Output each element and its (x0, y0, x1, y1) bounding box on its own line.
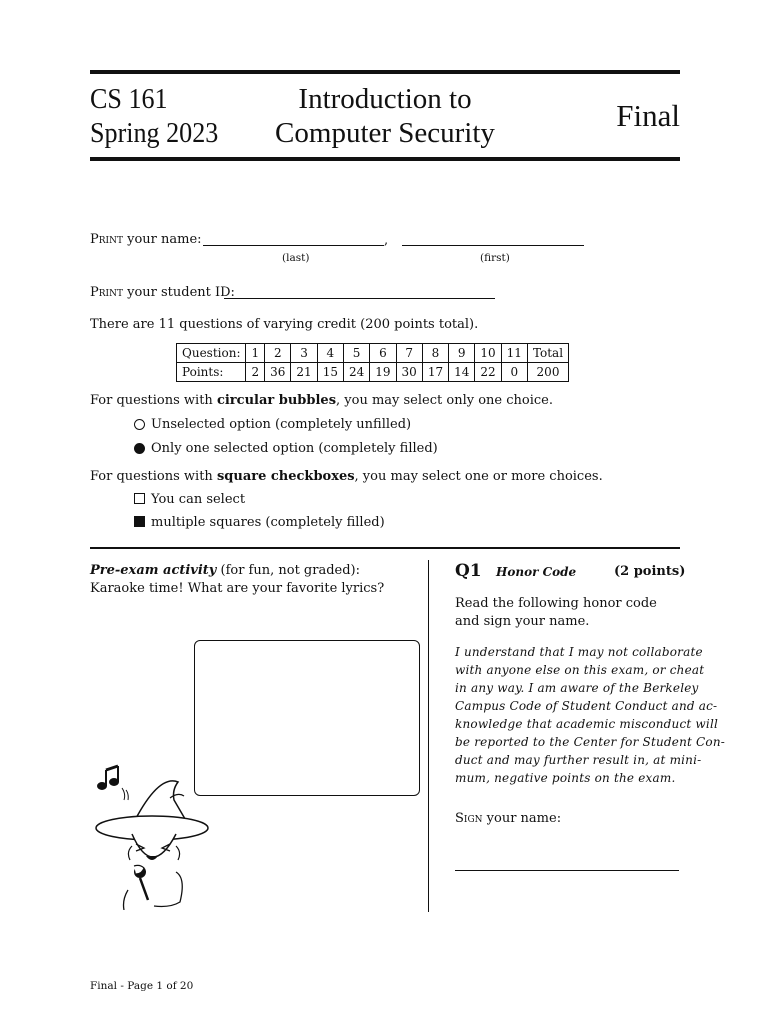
first-name-field[interactable] (402, 245, 584, 246)
checkbox-intro-after: , you may select one or more choices. (354, 469, 603, 484)
points-value-cell: 24 (343, 363, 369, 382)
checkbox-intro (90, 469, 603, 484)
exam-name: Final (616, 98, 680, 133)
pre-exam-note: (for fun, not graded): (216, 563, 361, 578)
course-code: CS 161 (90, 83, 168, 115)
pre-exam-prompt: Karaoke time! What are your favorite lyrics? (90, 581, 385, 596)
checkbox-intro-before: For questions with (90, 469, 217, 484)
q1-points: (2 points) (614, 564, 686, 579)
points-value-cell: 19 (370, 363, 396, 382)
header-top-rule (90, 70, 680, 74)
question-number-cell: 4 (317, 344, 343, 363)
sign-label (455, 811, 561, 826)
witch-singer-illustration (92, 760, 227, 910)
pre-exam-heading (90, 563, 360, 578)
checkbox-intro-bold: square checkboxes (216, 469, 355, 484)
bubble-unselected-label: Unselected option (completely unfilled) (151, 417, 412, 432)
points-row-label: Points: (177, 363, 246, 382)
section-rule (90, 547, 680, 549)
column-divider (428, 560, 429, 912)
checkbox-empty-icon (134, 493, 145, 504)
question-number-cell: 1 (246, 344, 265, 363)
last-name-field[interactable] (203, 245, 384, 246)
student-id-label-sc: Print (90, 285, 123, 300)
honor-code-text (455, 643, 725, 787)
name-label (90, 232, 202, 247)
music-note-icon (98, 766, 118, 789)
student-id-field[interactable] (224, 298, 495, 299)
q1-number: Q1 (455, 561, 482, 581)
checkbox-item1-label: You can select (151, 492, 246, 507)
q1-title: Honor Code (496, 565, 577, 579)
honor-code-line: I understand that I may not collaborate (455, 645, 703, 659)
points-row (177, 363, 569, 382)
points-value-cell: 15 (317, 363, 343, 382)
checkbox-item2-label: multiple squares (completely filled) (151, 515, 385, 530)
question-number-cell: 3 (291, 344, 317, 363)
question-number-cell: 8 (422, 344, 448, 363)
question-number-cell: 5 (343, 344, 369, 363)
honor-code-line: with anyone else on this exam, or cheat (455, 663, 705, 677)
radio-empty-icon (134, 419, 145, 430)
question-number-cell: 11 (501, 344, 527, 363)
points-value-cell: 30 (396, 363, 422, 382)
name-label-sc: Print (90, 232, 123, 247)
course-title-line2: Computer Security (275, 117, 495, 149)
course-title (255, 82, 515, 150)
page-footer: Final - Page 1 of 20 (90, 980, 194, 992)
student-id-label-rest: your student ID: (122, 285, 235, 300)
course-title-line1: Introduction to (298, 83, 472, 115)
last-caption: (last) (282, 252, 310, 264)
course-term: Spring 2023 (90, 117, 219, 149)
bubble-selected-label: Only one selected option (completely filled) (151, 441, 438, 456)
points-value-cell: 0 (501, 363, 527, 382)
bubble-option-selected (134, 441, 438, 456)
question-number-cell: 7 (396, 344, 422, 363)
points-value-cell: 21 (291, 363, 317, 382)
points-value-cell: 17 (422, 363, 448, 382)
first-caption: (first) (480, 252, 510, 264)
course-info (90, 82, 218, 150)
honor-code-line: duct and may further result in, at mini- (455, 753, 702, 767)
points-value-cell: 2 (246, 363, 265, 382)
question-row (177, 344, 569, 363)
honor-code-line: mum, negative points on the exam. (455, 771, 676, 785)
question-number-cell: 9 (449, 344, 475, 363)
points-value-cell: 200 (527, 363, 568, 382)
lyrics-speech-box[interactable] (194, 640, 420, 796)
bubble-option-unselected (134, 417, 411, 432)
honor-code-line: be reported to the Center for Student Con- (455, 735, 726, 749)
checkbox-option-2 (134, 515, 385, 530)
radio-filled-icon (134, 443, 145, 454)
name-label-rest: your name: (122, 232, 202, 247)
student-id-label (90, 285, 235, 300)
question-number-cell: 6 (370, 344, 396, 363)
checkbox-option-1 (134, 492, 245, 507)
bubbles-intro-bold: circular bubbles (216, 393, 337, 408)
question-number-cell: 2 (265, 344, 291, 363)
question-number-cell: 10 (475, 344, 501, 363)
points-value-cell: 14 (449, 363, 475, 382)
sign-label-sc: Sign (455, 811, 483, 826)
points-value-cell: 22 (475, 363, 501, 382)
sign-label-rest: your name: (482, 811, 562, 826)
honor-code-line: knowledge that academic misconduct will (455, 717, 719, 731)
honor-code-line: Campus Code of Student Conduct and ac- (455, 699, 718, 713)
honor-code-line: in any way. I am aware of the Berkeley (455, 681, 699, 695)
pre-exam-title: Pre-exam activity (90, 563, 217, 578)
name-comma: , (384, 233, 389, 248)
header-bottom-rule (90, 157, 680, 161)
checkbox-filled-icon (134, 516, 145, 527)
bubbles-intro (90, 393, 553, 408)
question-number-cell: Total (527, 344, 568, 363)
signature-field[interactable] (455, 870, 679, 871)
intro-text: There are 11 questions of varying credit (200 points total). (90, 317, 479, 332)
points-table (176, 343, 569, 382)
q1-instructions: Read the following honor code and sign your name. (455, 596, 657, 629)
question-row-label: Question: (177, 344, 246, 363)
bubbles-intro-before: For questions with (90, 393, 217, 408)
bubbles-intro-after: , you may select only one choice. (336, 393, 553, 408)
points-value-cell: 36 (265, 363, 291, 382)
